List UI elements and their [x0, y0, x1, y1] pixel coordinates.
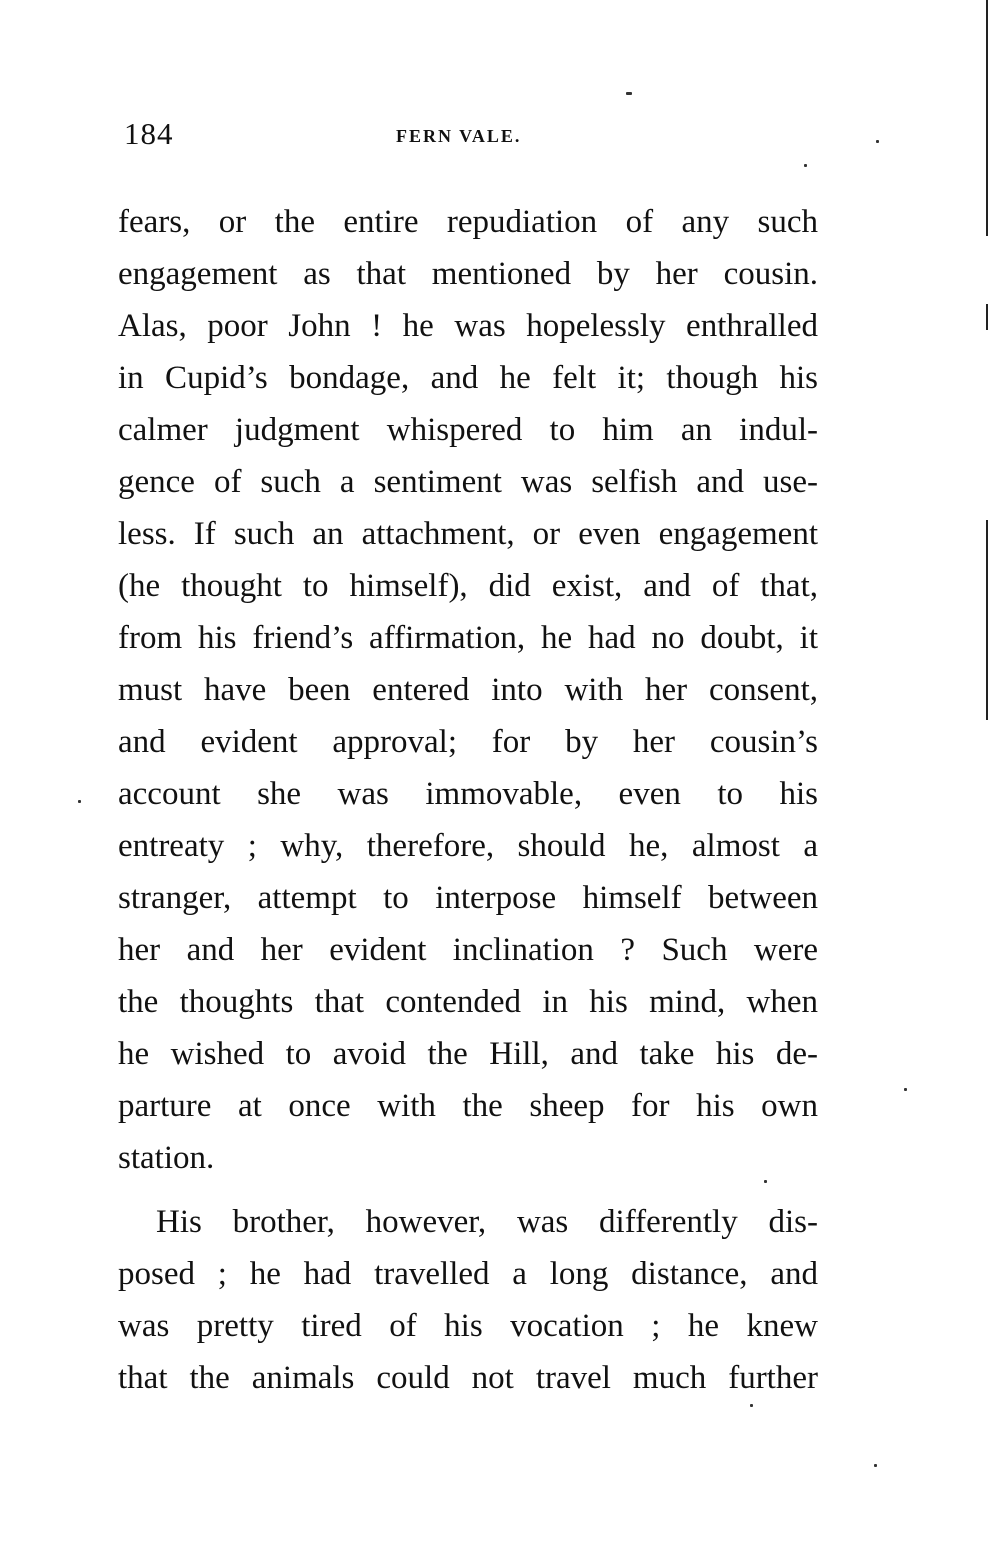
scan-edge-mark: [986, 0, 988, 236]
paragraph-gap: [118, 1184, 818, 1196]
text-line: calmer judgment whispered to him an indul-: [118, 412, 818, 448]
text-line: parture at once with the sheep for his own: [118, 1088, 818, 1124]
scan-speck: [764, 1180, 767, 1183]
text-line: entreaty ; why, therefore, should he, almost a: [118, 828, 818, 864]
text-line: fears, or the entire repudiation of any such: [118, 204, 818, 240]
scan-edge-mark: [986, 520, 988, 720]
text-line: stranger, attempt to interpose himself between: [118, 880, 818, 916]
text-line: posed ; he had travelled a long distance, and: [118, 1256, 818, 1292]
scan-edge-mark: [986, 304, 988, 330]
scan-speck: [904, 1088, 907, 1091]
scan-speck: [750, 1404, 753, 1407]
text-line: account she was immovable, even to his: [118, 776, 818, 812]
text-line: he wished to avoid the Hill, and take his de-: [118, 1036, 818, 1072]
running-title: FERN VALE.: [396, 126, 522, 146]
body-text: [118, 196, 818, 1404]
text-line: in Cupid’s bondage, and he felt it; though his: [118, 360, 818, 396]
text-line: (he thought to himself), did exist, and of that,: [118, 568, 818, 604]
paragraph: [118, 196, 818, 1184]
text-line: less. If such an attachment, or even engagement: [118, 516, 818, 552]
text-line: and evident approval; for by her cousin’s: [118, 724, 818, 760]
scan-speck: [626, 92, 632, 95]
scan-speck: [876, 140, 879, 143]
scan-speck: [874, 1464, 877, 1467]
text-line: station.: [118, 1140, 215, 1176]
text-line: Alas, poor John ! he was hopelessly enthralled: [118, 308, 818, 344]
scan-speck: [804, 164, 807, 167]
text-line: was pretty tired of his vocation ; he knew: [118, 1308, 818, 1344]
text-line: must have been entered into with her consent,: [118, 672, 818, 708]
paragraph: [118, 1196, 818, 1404]
text-line: that the animals could not travel much further: [118, 1360, 818, 1396]
text-line: engagement as that mentioned by her cousin.: [118, 256, 818, 292]
text-line: her and her evident inclination ? Such were: [118, 932, 818, 968]
text-line: His brother, however, was differently dis-: [156, 1204, 818, 1240]
scan-speck: [78, 800, 81, 803]
text-line: from his friend’s affirmation, he had no doubt, it: [118, 620, 818, 656]
page-number: 184: [124, 116, 174, 151]
page-header: [124, 116, 564, 156]
text-line: gence of such a sentiment was selfish and use-: [118, 464, 818, 500]
text-line: the thoughts that contended in his mind, when: [118, 984, 818, 1020]
